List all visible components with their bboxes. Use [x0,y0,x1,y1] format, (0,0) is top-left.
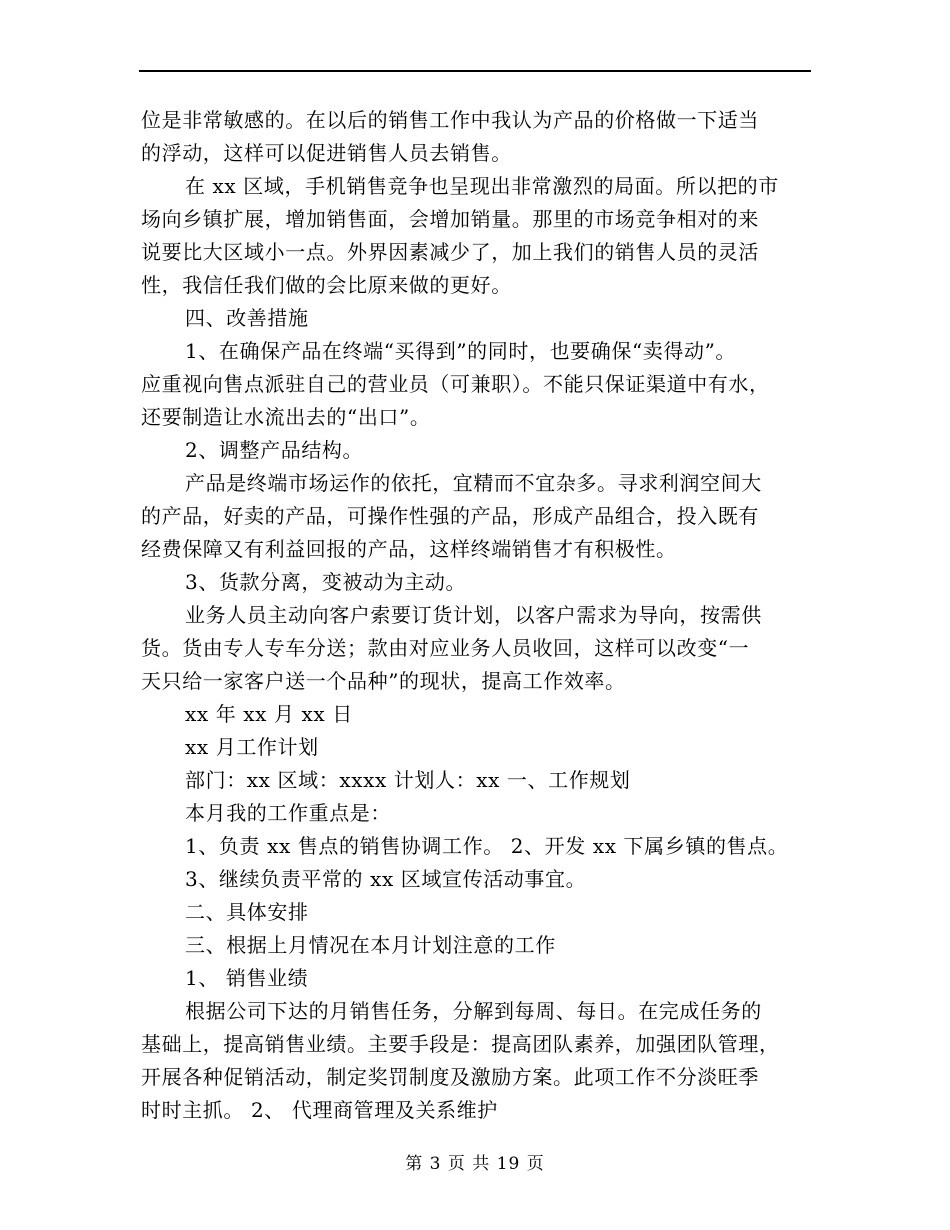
page-number: 第 3 页 共 19 页 [405,1154,545,1174]
text-line: 3、货款分离，变被动为主动。 [185,570,467,594]
text-line: 2、调整产品结构。 [185,438,364,462]
text-line: 经费保障又有利益回报的产品，这样终端销售才有积极性。 [141,537,677,561]
text-line: 1、在确保产品在终端“买得到”的同时，也要确保“卖得动”。 [185,339,737,363]
document-body [141,104,813,1127]
text-line: 的产品，好卖的产品，可操作性强的产品，形成产品组合，投入既有 [141,504,759,528]
text-line: xx 年 xx 月 xx 日 [185,702,353,726]
text-line: 还要制造让水流出去的“出口”。 [141,405,431,429]
header-rule [139,70,811,72]
text-line: 部门：xx 区域：xxxx 计划人：xx 一、工作规划 [185,768,631,792]
text-line: 货。货由专人专车分送；款由对应业务人员收回，这样可以改变“一 [141,636,750,660]
text-line: 时时主抓。 2、 代理商管理及关系维护 [141,1098,498,1122]
text-line: 基础上，提高销售业绩。主要手段是：提高团队素养，加强团队管理， [141,1032,780,1056]
text-line: 1、负责 xx 售点的销售协调工作。 2、开发 xx 下属乡镇的售点。 [185,834,789,858]
text-line: 天只给一家客户送一个品种”的现状，提高工作效率。 [141,669,626,693]
text-line: 场向乡镇扩展，增加销售面，会增加销量。那里的市场竞争相对的来 [141,207,759,231]
text-line: 位是非常敏感的。在以后的销售工作中我认为产品的价格做一下适当 [141,108,759,132]
text-line: 二、具体安排 [185,900,309,924]
text-line: 1、 销售业绩 [185,966,309,990]
text-line: 四、改善措施 [185,306,309,330]
text-line: 本月我的工作重点是： [185,801,391,825]
text-line: 3、继续负责平常的 xx 区域宣传活动事宜。 [185,867,587,891]
text-line: 应重视向售点派驻自己的营业员（可兼职）。不能只保证渠道中有水， [141,372,770,396]
text-line: 根据公司下达的月销售任务，分解到每周、每日。在完成任务的 [185,999,762,1023]
text-line: 在 xx 区域，手机销售竞争也呈现出非常激烈的局面。所以把的市 [185,174,779,198]
text-line: 说要比大区域小一点。外界因素减少了，加上我们的销售人员的灵活 [141,240,759,264]
text-line: 三、根据上月情况在本月计划注意的工作 [185,933,556,957]
text-line: xx 月工作计划 [185,735,319,759]
text-line: 性，我信任我们做的会比原来做的更好。 [141,273,512,297]
text-line: 产品是终端市场运作的依托，宜精而不宜杂多。寻求利润空间大 [185,471,762,495]
text-line: 业务人员主动向客户索要订货计划，以客户需求为导向，按需供 [185,603,762,627]
text-line: 的浮动，这样可以促进销售人员去销售。 [141,141,512,165]
text-line: 开展各种促销活动，制定奖罚制度及激励方案。此项工作不分淡旺季 [141,1065,759,1089]
